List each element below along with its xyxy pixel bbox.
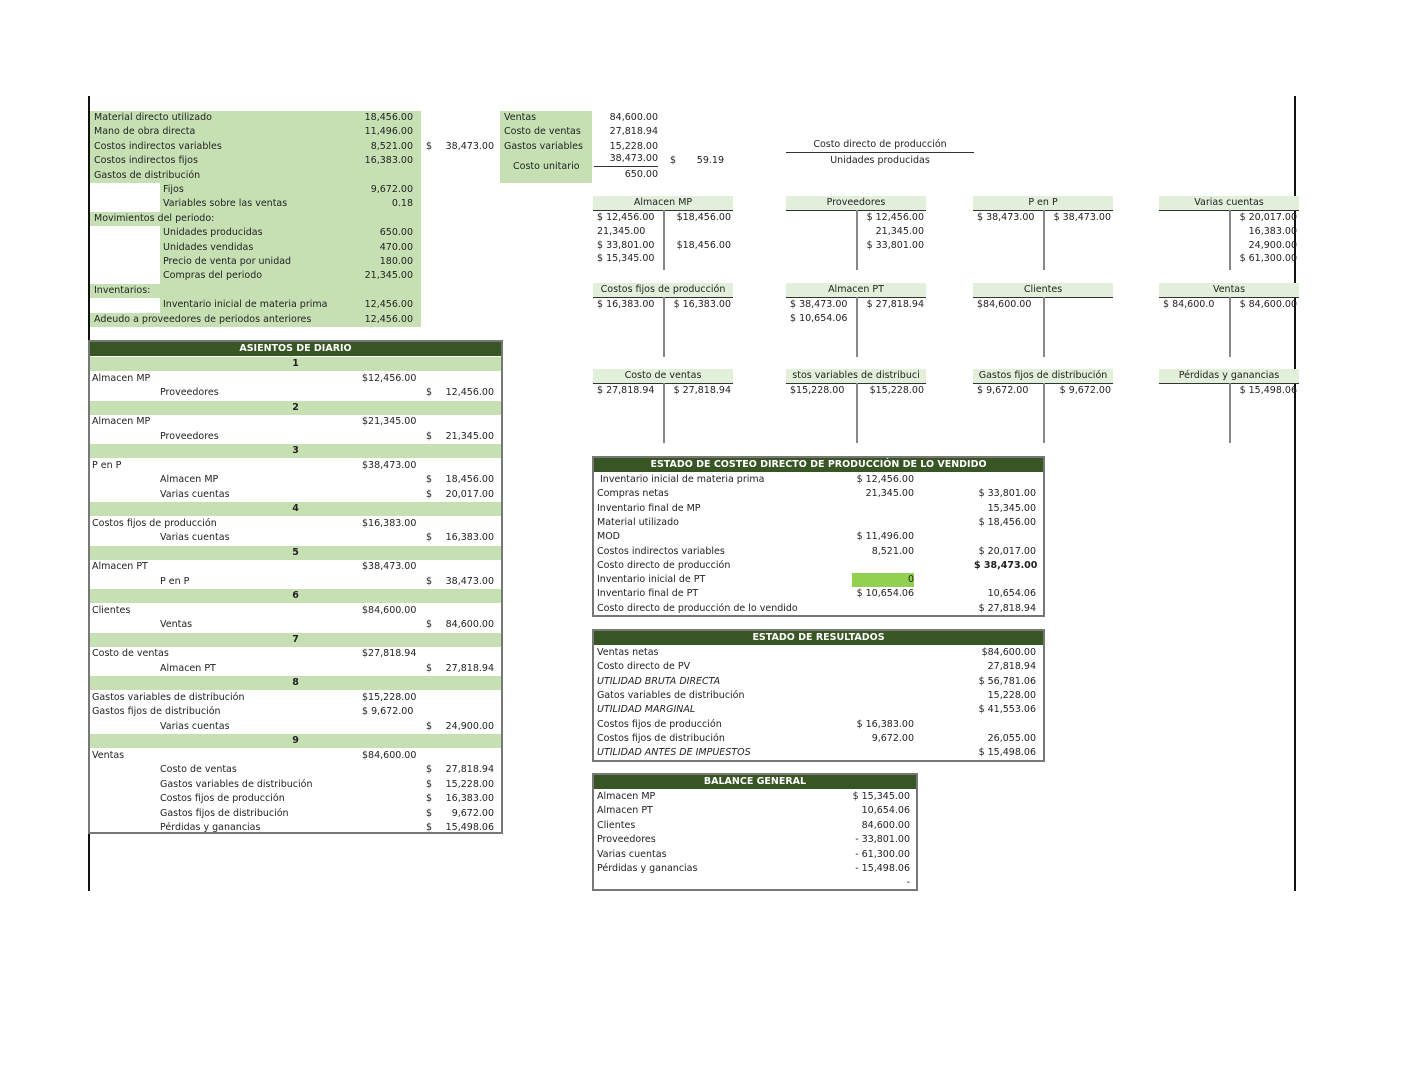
t-account-title: Ventas bbox=[1159, 283, 1299, 297]
t-account-credit: $ 15,498.06 bbox=[1239, 385, 1297, 396]
journal-credit-currency: $ bbox=[426, 488, 433, 500]
t-account-title: Gastos fijos de distribución bbox=[973, 369, 1113, 383]
input-value: 650.00 bbox=[379, 227, 413, 239]
balance-value: - 61,300.00 bbox=[855, 848, 910, 860]
t-account-credit: 24,900.00 bbox=[1248, 239, 1297, 251]
income-label: UTILIDAD MARGINAL bbox=[597, 704, 696, 716]
journal-credit-currency: $ bbox=[426, 778, 433, 790]
t-account-credit bbox=[667, 252, 731, 266]
input-label: Material directo utilizado bbox=[94, 112, 212, 123]
t-account-title: Almacen PT bbox=[786, 283, 926, 297]
journal-credit: 21,345.00 bbox=[445, 430, 494, 442]
income-statement bbox=[592, 629, 1045, 762]
journal-credit: 16,383.00 bbox=[445, 793, 494, 804]
input-label: Costos indirectos fijos bbox=[94, 155, 198, 167]
journal-credit: 27,818.94 bbox=[445, 764, 494, 775]
balance-title: BALANCE GENERAL bbox=[594, 775, 916, 789]
input-value bbox=[352, 284, 413, 298]
cost-label: Inventario inicial de materia prima bbox=[600, 474, 765, 485]
input-indent-blank bbox=[90, 226, 160, 240]
journal-table bbox=[88, 340, 503, 834]
balance-sheet bbox=[592, 773, 918, 891]
t-account-credit: $15,228.00 bbox=[869, 385, 924, 396]
input-label: Costos indirectos variables bbox=[94, 140, 222, 152]
journal-debit: $ 9,672.00 bbox=[362, 706, 414, 717]
journal-credit: 84,600.00 bbox=[445, 619, 494, 630]
input-label: Inventario inicial de materia prima bbox=[163, 299, 328, 311]
cost-right bbox=[974, 573, 1036, 587]
t-account-debit: $ 10,654.06 bbox=[790, 312, 848, 324]
income-right: $84,600.00 bbox=[981, 647, 1036, 658]
t-account-vline bbox=[1043, 297, 1045, 357]
journal-credit: 27,818.94 bbox=[445, 662, 494, 674]
input-label: Mano de obra directa bbox=[94, 126, 196, 138]
input-value: 12,456.00 bbox=[364, 299, 413, 311]
sales-value: 15,228.00 bbox=[609, 140, 658, 152]
t-account-credit: $ 9,672.00 bbox=[1059, 385, 1111, 396]
input-label: Compras del periodo bbox=[163, 270, 263, 282]
unit-cost-currency: $ bbox=[670, 155, 677, 166]
income-right: $ 56,781.06 bbox=[978, 675, 1036, 687]
input-label: Movimientos del periodo: bbox=[94, 212, 215, 224]
journal-account: Costo de ventas bbox=[92, 648, 169, 659]
t-account-title: Costos fijos de producción bbox=[593, 283, 733, 297]
t-account-debit: $ 9,672.00 bbox=[977, 385, 1029, 396]
t-account-credit bbox=[667, 225, 731, 239]
balance-value: - 33,801.00 bbox=[855, 834, 910, 846]
journal-credit-currency: $ bbox=[426, 807, 433, 819]
t-account-credit: $18,456.00 bbox=[676, 212, 731, 223]
input-value: 18,456.00 bbox=[364, 112, 413, 123]
journal-account: P en P bbox=[92, 459, 122, 471]
t-account-credit: $ 33,801.00 bbox=[866, 239, 924, 251]
journal-title: ASIENTOS DE DIARIO bbox=[90, 342, 501, 356]
input-extra-currency: $ bbox=[426, 140, 433, 152]
balance-label: Pérdidas y ganancias bbox=[597, 863, 698, 874]
journal-credit: 24,900.00 bbox=[445, 720, 494, 732]
t-account bbox=[786, 283, 926, 358]
journal-entry-number: 5 bbox=[90, 546, 501, 560]
sales-label: Gastos variables bbox=[504, 140, 583, 152]
income-label: UTILIDAD ANTES DE IMPUESTOS bbox=[597, 747, 751, 759]
input-value: 12,456.00 bbox=[364, 313, 413, 325]
journal-account: Almacen MP bbox=[92, 416, 151, 427]
cost-label: Inventario inicial de PT bbox=[597, 574, 706, 586]
t-account-vline bbox=[1043, 383, 1045, 443]
cost-mid: $ 12,456.00 bbox=[856, 474, 914, 485]
formula-top: Costo directo de producción bbox=[786, 138, 974, 153]
income-label: Costos fijos de producción bbox=[597, 718, 722, 730]
t-account-vline bbox=[1043, 210, 1045, 270]
journal-account: Costo de ventas bbox=[160, 764, 237, 775]
input-indent-blank bbox=[90, 197, 160, 211]
journal-entry-number: 3 bbox=[90, 444, 501, 458]
journal-account: Proveedores bbox=[160, 387, 219, 398]
journal-credit-currency: $ bbox=[426, 822, 433, 833]
cost-label: MOD bbox=[597, 531, 620, 543]
cost-label: Compras netas bbox=[597, 488, 669, 500]
input-label: Adeudo a proveedores de periodos anteriores bbox=[94, 313, 312, 325]
t-account bbox=[593, 369, 733, 444]
t-account-credit: 16,383.00 bbox=[1248, 225, 1297, 237]
cost-right: 15,345.00 bbox=[987, 502, 1036, 514]
balance-label: Almacen MP bbox=[597, 791, 656, 802]
formula-bottom: Unidades producidas bbox=[830, 155, 930, 166]
journal-credit: 18,456.00 bbox=[445, 474, 494, 485]
input-value: 9,672.00 bbox=[370, 184, 413, 195]
t-account-vline bbox=[1229, 297, 1231, 357]
journal-entry-number: 4 bbox=[90, 502, 501, 516]
journal-account: Proveedores bbox=[160, 430, 219, 442]
income-mid bbox=[852, 689, 914, 703]
balance-value: 10,654.06 bbox=[861, 805, 910, 817]
income-mid bbox=[852, 703, 914, 717]
income-mid bbox=[852, 746, 914, 760]
journal-debit: $27,818.94 bbox=[362, 648, 417, 659]
t-account-title: P en P bbox=[973, 196, 1113, 210]
input-value: 180.00 bbox=[379, 256, 413, 267]
balance-label: Almacen PT bbox=[597, 805, 653, 817]
t-account-title: Clientes bbox=[973, 283, 1113, 297]
journal-debit: $12,456.00 bbox=[362, 372, 417, 384]
journal-account: Almacen MP bbox=[160, 474, 219, 485]
input-label: Unidades producidas bbox=[163, 227, 263, 239]
income-mid bbox=[852, 660, 914, 674]
journal-account: Ventas bbox=[160, 619, 193, 630]
cost-mid: 0 bbox=[852, 573, 914, 587]
input-value: 16,383.00 bbox=[364, 155, 413, 167]
t-account bbox=[1159, 369, 1299, 444]
journal-debit: $84,600.00 bbox=[362, 749, 417, 761]
journal-credit-currency: $ bbox=[426, 575, 433, 587]
t-account-debit: $84,600.00 bbox=[977, 299, 1032, 310]
journal-debit: $16,383.00 bbox=[362, 517, 417, 529]
journal-entry-number: 1 bbox=[90, 357, 501, 371]
journal-credit: 20,017.00 bbox=[445, 488, 494, 500]
income-label: Ventas netas bbox=[597, 647, 659, 658]
sales-value: 84,600.00 bbox=[609, 112, 658, 123]
t-account bbox=[1159, 196, 1299, 271]
journal-credit: 9,672.00 bbox=[451, 807, 494, 819]
income-right: $ 41,553.06 bbox=[978, 704, 1036, 716]
cost-statement bbox=[592, 456, 1045, 617]
journal-credit: 15,228.00 bbox=[445, 778, 494, 790]
cost-mid bbox=[852, 559, 914, 573]
journal-credit-currency: $ bbox=[426, 619, 433, 630]
sales-box bbox=[500, 111, 980, 183]
t-account-vline bbox=[856, 210, 858, 270]
sales-label: Ventas bbox=[504, 112, 537, 123]
journal-credit-currency: $ bbox=[426, 387, 433, 398]
journal-entry-number: 8 bbox=[90, 676, 501, 690]
cost-label: Material utilizado bbox=[597, 516, 679, 528]
t-account-debit: $15,228.00 bbox=[790, 385, 845, 396]
balance-value: - 15,498.06 bbox=[855, 863, 910, 874]
t-account-credit: $ 27,818.94 bbox=[673, 385, 731, 396]
journal-entry-number: 2 bbox=[90, 401, 501, 415]
inputs-block bbox=[90, 111, 510, 329]
journal-account: Clientes bbox=[92, 604, 131, 616]
journal-account: Gastos fijos de distribución bbox=[92, 706, 221, 717]
t-account-debit: $ 38,473.00 bbox=[977, 212, 1035, 223]
cost-label: Costo directo de producción de lo vendido bbox=[597, 602, 798, 614]
t-account-credit: $ 27,818.94 bbox=[866, 299, 924, 310]
t-account bbox=[786, 196, 926, 271]
t-account bbox=[973, 369, 1113, 444]
input-value bbox=[352, 169, 413, 183]
sales-label: Costo de ventas bbox=[504, 126, 581, 138]
cost-right: $ 20,017.00 bbox=[978, 545, 1036, 557]
t-account-debit: $ 15,345.00 bbox=[597, 253, 655, 265]
journal-account: Almacen PT bbox=[160, 662, 216, 674]
income-label: Costo directo de PV bbox=[597, 661, 691, 673]
income-mid bbox=[852, 675, 914, 689]
cost-right bbox=[974, 530, 1036, 544]
journal-credit-currency: $ bbox=[426, 430, 433, 442]
t-account-credit: $ 61,300.00 bbox=[1239, 253, 1297, 265]
cost-mid bbox=[852, 602, 914, 616]
t-account-vline bbox=[663, 210, 665, 270]
t-account-title: Proveedores bbox=[786, 196, 926, 210]
journal-credit-currency: $ bbox=[426, 474, 433, 485]
journal-entry-number: 6 bbox=[90, 589, 501, 603]
unit-cost-label: Costo unitario bbox=[513, 161, 580, 172]
sales-value: 27,818.94 bbox=[609, 126, 658, 138]
t-account-vline bbox=[663, 297, 665, 357]
t-account-vline bbox=[1229, 383, 1231, 443]
input-indent-blank bbox=[90, 269, 160, 283]
t-account bbox=[1159, 283, 1299, 358]
input-indent-blank bbox=[90, 255, 160, 269]
income-mid: 9,672.00 bbox=[871, 732, 914, 744]
journal-credit-currency: $ bbox=[426, 662, 433, 674]
journal-credit-currency: $ bbox=[426, 793, 433, 804]
cost-right: $ 38,473.00 bbox=[974, 559, 1038, 571]
income-label: UTILIDAD BRUTA DIRECTA bbox=[597, 675, 721, 687]
journal-credit-currency: $ bbox=[426, 532, 433, 543]
t-account-title: Costo de ventas bbox=[593, 369, 733, 383]
journal-account: Almacen MP bbox=[92, 372, 151, 384]
journal-account: Gastos variables de distribución bbox=[160, 778, 313, 790]
journal-credit: 15,498.06 bbox=[445, 822, 494, 833]
cost-right: $ 33,801.00 bbox=[978, 488, 1036, 500]
journal-credit-currency: $ bbox=[426, 764, 433, 775]
t-account-vline bbox=[856, 297, 858, 357]
journal-account: Gastos fijos de distribución bbox=[160, 807, 289, 819]
t-account bbox=[973, 283, 1113, 358]
cost-right bbox=[974, 473, 1036, 487]
income-right: 27,818.94 bbox=[987, 661, 1036, 673]
cost-label: Inventario final de MP bbox=[597, 502, 701, 514]
cost-label: Costo directo de producción bbox=[597, 559, 731, 571]
input-label: Variables sobre las ventas bbox=[163, 198, 288, 210]
income-right: 15,228.00 bbox=[987, 689, 1036, 701]
input-value: 0.18 bbox=[391, 198, 413, 210]
t-account-title: Almacen MP bbox=[593, 196, 733, 210]
journal-credit: 12,456.00 bbox=[445, 387, 494, 398]
cost-mid: $ 11,496.00 bbox=[856, 531, 914, 543]
t-account-vline bbox=[663, 383, 665, 443]
t-account bbox=[593, 283, 733, 358]
balance-label: Clientes bbox=[597, 819, 636, 831]
cost-mid bbox=[852, 502, 914, 516]
journal-account: Varias cuentas bbox=[160, 532, 230, 543]
input-indent-blank bbox=[90, 298, 160, 312]
cost-mid: $ 10,654.06 bbox=[856, 588, 914, 600]
journal-debit: $84,600.00 bbox=[362, 604, 417, 616]
unit-cost-result: 59.19 bbox=[696, 155, 724, 166]
t-account-vline bbox=[1229, 210, 1231, 270]
t-account-title: Pérdidas y ganancias bbox=[1159, 369, 1299, 383]
journal-account: Pérdidas y ganancias bbox=[160, 822, 261, 833]
input-label: Unidades vendidas bbox=[163, 241, 254, 253]
journal-debit: $38,473.00 bbox=[362, 459, 417, 471]
unit-cost-denominator: 650.00 bbox=[624, 169, 658, 180]
input-label: Gastos de distribución bbox=[94, 169, 201, 181]
t-account-debit: $ 84,600.0 bbox=[1163, 299, 1215, 310]
input-value: 470.00 bbox=[379, 241, 413, 253]
t-account-debit: $ 27,818.94 bbox=[597, 385, 655, 396]
journal-account: Ventas bbox=[92, 749, 125, 761]
cost-label: Costos indirectos variables bbox=[597, 545, 725, 557]
t-account-credit: $ 16,383.00 bbox=[673, 299, 731, 310]
input-label: Fijos bbox=[163, 184, 184, 195]
cost-mid: 21,345.00 bbox=[865, 488, 914, 500]
cost-right: $ 27,818.94 bbox=[978, 602, 1036, 614]
t-account-vline bbox=[856, 383, 858, 443]
cost-mid: 8,521.00 bbox=[871, 545, 914, 557]
journal-debit: $21,345.00 bbox=[362, 416, 417, 427]
input-label: Precio de venta por unidad bbox=[163, 256, 292, 267]
balance-value: - bbox=[906, 877, 910, 889]
balance-value: 84,600.00 bbox=[861, 819, 910, 831]
t-account-debit: $ 33,801.00 bbox=[597, 239, 655, 251]
input-value: 21,345.00 bbox=[364, 270, 413, 282]
t-account-debit: $ 16,383.00 bbox=[597, 299, 655, 310]
cost-statement-title: ESTADO DE COSTEO DIRECTO DE PRODUCCIÓN DE LO VENDIDO bbox=[594, 458, 1043, 472]
cost-label: Inventario final de PT bbox=[597, 588, 699, 600]
journal-account: P en P bbox=[160, 575, 190, 587]
input-value: 11,496.00 bbox=[364, 126, 413, 138]
journal-entry-number: 9 bbox=[90, 734, 501, 748]
journal-account: Almacen PT bbox=[92, 561, 148, 572]
journal-debit: $15,228.00 bbox=[362, 691, 417, 703]
income-right: $ 15,498.06 bbox=[978, 747, 1036, 759]
income-statement-title: ESTADO DE RESULTADOS bbox=[594, 631, 1043, 645]
balance-value: $ 15,345.00 bbox=[852, 791, 910, 802]
t-account-credit: $ 84,600.00 bbox=[1239, 299, 1297, 310]
t-account-credit: $ 12,456.00 bbox=[866, 212, 924, 223]
income-label: Costos fijos de distribución bbox=[597, 732, 725, 744]
income-right: 26,055.00 bbox=[987, 732, 1036, 744]
journal-account: Gastos variables de distribución bbox=[92, 691, 245, 703]
t-account-debit: $ 38,473.00 bbox=[790, 299, 848, 310]
balance-label: Varias cuentas bbox=[597, 848, 667, 860]
journal-account: Costos fijos de producción bbox=[160, 793, 285, 804]
t-account-credit: $ 20,017.00 bbox=[1239, 212, 1297, 223]
t-account bbox=[786, 369, 926, 444]
income-label: Gatos variables de distribución bbox=[597, 689, 745, 701]
input-extra-value: 38,473.00 bbox=[445, 140, 494, 152]
journal-credit: 38,473.00 bbox=[445, 575, 494, 587]
income-right bbox=[974, 718, 1036, 732]
journal-account: Varias cuentas bbox=[160, 720, 230, 732]
journal-debit: $38,473.00 bbox=[362, 561, 417, 572]
journal-credit: 16,383.00 bbox=[445, 532, 494, 543]
t-account-credit: 21,345.00 bbox=[875, 225, 924, 237]
income-mid bbox=[852, 646, 914, 660]
t-account bbox=[593, 196, 733, 271]
cost-right: 10,654.06 bbox=[987, 588, 1036, 600]
input-indent-blank bbox=[90, 183, 160, 197]
journal-credit-currency: $ bbox=[426, 720, 433, 732]
input-value: 8,521.00 bbox=[370, 140, 413, 152]
income-mid: $ 16,383.00 bbox=[856, 718, 914, 730]
t-account-debit: 21,345.00 bbox=[597, 225, 646, 237]
unit-cost-numerator: 38,473.00 bbox=[594, 152, 658, 167]
cost-mid bbox=[852, 516, 914, 530]
cost-right: $ 18,456.00 bbox=[978, 516, 1036, 528]
t-account-title: Varias cuentas bbox=[1159, 196, 1299, 210]
balance-label: Proveedores bbox=[597, 834, 656, 846]
t-account-debit: $ 12,456.00 bbox=[597, 212, 655, 223]
input-label: Inventarios: bbox=[94, 284, 151, 296]
journal-account: Costos fijos de producción bbox=[92, 517, 217, 529]
t-account-credit: $ 38,473.00 bbox=[1053, 212, 1111, 223]
t-account-credit: $18,456.00 bbox=[676, 239, 731, 251]
input-indent-blank bbox=[90, 241, 160, 255]
t-account-title: stos variables de distribuci bbox=[786, 369, 926, 383]
t-account bbox=[973, 196, 1113, 271]
journal-entry-number: 7 bbox=[90, 633, 501, 647]
journal-account: Varias cuentas bbox=[160, 488, 230, 500]
input-value bbox=[352, 212, 413, 226]
